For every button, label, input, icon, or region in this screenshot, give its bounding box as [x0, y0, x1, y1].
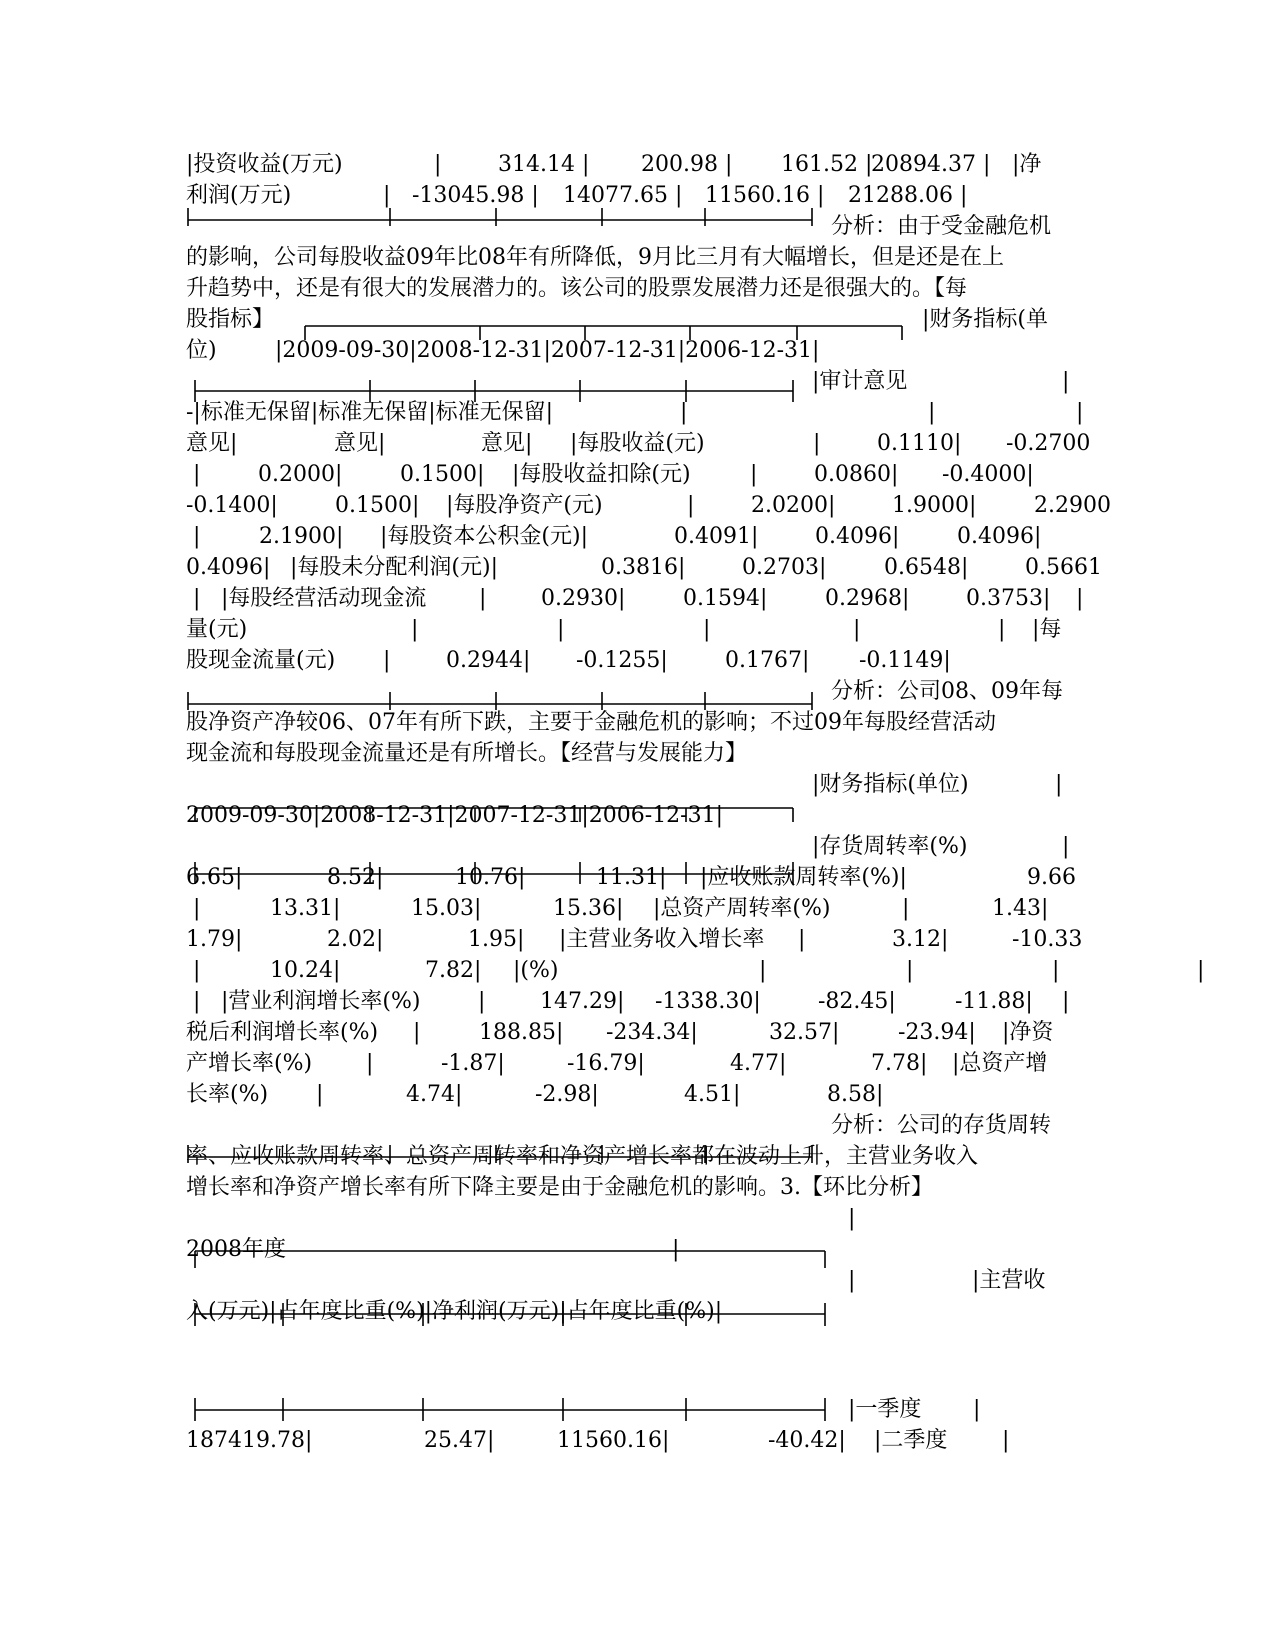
text-line — [0, 213, 1275, 241]
text-line — [0, 616, 1275, 644]
text-segment: 股指标】 — [186, 307, 275, 332]
text-line — [0, 647, 1275, 675]
text-segment: | — [813, 431, 821, 456]
text-line — [0, 1143, 1275, 1171]
text-segment: |每股未分配利润(元)| — [290, 555, 498, 580]
text-segment: | — [1055, 772, 1063, 797]
text-segment: 15.36| — [553, 896, 624, 921]
text-segment: | — [193, 896, 201, 921]
text-segment: | — [759, 958, 767, 983]
text-segment: |每股收益扣除(元) — [512, 462, 691, 487]
text-segment: 11560.16 | — [705, 183, 825, 208]
text-segment: 分析：公司08、09年每 — [831, 679, 1063, 704]
text-segment: -0.1400| — [186, 493, 278, 518]
text-segment: | — [973, 1397, 981, 1422]
text-line — [0, 275, 1275, 303]
text-segment: |财务指标(单 — [922, 307, 1048, 332]
text-line — [0, 1427, 1275, 1455]
text-line — [0, 1112, 1275, 1140]
text-segment: |投资收益(万元) — [186, 152, 343, 177]
text-segment: 1.9000| — [892, 493, 977, 518]
text-segment: -1338.30| — [655, 989, 761, 1014]
text-segment: 0.4091| — [674, 524, 759, 549]
text-segment: 25.47| — [424, 1428, 495, 1453]
text-segment: 升趋势中，还是有很大的发展潜力的。该公司的股票发展潜力还是很强大的。【每 — [186, 276, 968, 301]
text-segment: 20894.37 | — [871, 152, 991, 177]
text-segment: |营业利润增长率(%) — [221, 989, 421, 1014]
text-segment: |(%) — [513, 958, 559, 983]
text-segment: | — [1062, 369, 1070, 394]
text-segment: |主营收 — [972, 1268, 1046, 1293]
text-line — [0, 182, 1275, 210]
text-segment: -82.45| — [818, 989, 896, 1014]
text-segment: |总资产增 — [952, 1051, 1048, 1076]
text-segment: -234.34| — [606, 1020, 698, 1045]
text-segment: 147.29| — [540, 989, 625, 1014]
text-segment: | — [902, 896, 910, 921]
text-segment: | — [193, 524, 201, 549]
text-segment: 0.3753| — [966, 586, 1051, 611]
text-segment: 位) — [186, 338, 217, 363]
text-segment: |每股收益(元) — [570, 431, 705, 456]
text-segment: |应收账款周转率(%)| — [700, 865, 907, 890]
text-segment: | — [478, 989, 486, 1014]
text-segment: |一季度 — [848, 1397, 922, 1422]
text-line — [0, 337, 1275, 365]
text-segment: | — [680, 400, 688, 425]
text-segment: 187419.78| — [186, 1428, 313, 1453]
text-segment: |二季度 — [874, 1428, 948, 1453]
text-segment: | — [750, 462, 758, 487]
text-segment: 11.31| — [596, 865, 667, 890]
text-segment: 的影响，公司每股收益09年比08年有所降低，9月比三月有大幅增长，但是还是在上 — [186, 245, 1004, 270]
text-segment: | — [998, 617, 1006, 642]
text-segment: 分析：公司的存货周转 — [831, 1113, 1052, 1138]
text-line — [0, 802, 1275, 830]
text-segment: | — [848, 1268, 856, 1293]
text-segment: 9.66 — [1027, 865, 1076, 890]
text-segment: | — [848, 1206, 856, 1231]
text-segment: | — [383, 648, 391, 673]
text-line — [0, 461, 1275, 489]
text-segment: |净资 — [1002, 1020, 1054, 1045]
text-segment: 1.43| — [992, 896, 1049, 921]
text-segment: 6.65| — [186, 865, 243, 890]
text-segment: |每股净资产(元) — [446, 493, 603, 518]
text-line — [0, 833, 1275, 861]
text-segment: |2009-09-30|2008-12-31|2007-12-31|2006-12-31| — [275, 338, 820, 363]
text-segment: 0.1767| — [725, 648, 810, 673]
text-segment: -40.42| — [768, 1428, 846, 1453]
text-segment: -0.1255| — [576, 648, 668, 673]
text-segment: 2.1900| — [259, 524, 344, 549]
text-segment: 4.77| — [730, 1051, 787, 1076]
text-line — [0, 306, 1275, 334]
text-segment: 利润(万元) — [186, 183, 292, 208]
text-segment: | — [193, 958, 201, 983]
text-line — [0, 399, 1275, 427]
text-line — [0, 151, 1275, 179]
text-segment: 产增长率(%) — [186, 1051, 313, 1076]
text-segment: 2.02| — [327, 927, 384, 952]
text-segment: 4.74| — [406, 1082, 463, 1107]
text-segment: -23.94| — [898, 1020, 976, 1045]
text-segment: | — [687, 493, 695, 518]
text-segment: -1.87| — [441, 1051, 505, 1076]
text-segment: 0.2930| — [541, 586, 626, 611]
text-line — [0, 1174, 1275, 1202]
text-segment: |主营业务收入增长率 — [559, 927, 765, 952]
text-segment: 0.1500| — [400, 462, 485, 487]
text-segment: 10.76| — [455, 865, 526, 890]
text-segment: 2009-09-30|2008-12-31|2007-12-31|2006-12-31| — [186, 803, 724, 828]
text-segment: | — [1076, 400, 1084, 425]
text-segment: 0.1500| — [335, 493, 420, 518]
text-segment: 意见| — [186, 431, 238, 456]
text-segment: 11560.16| — [557, 1428, 670, 1453]
text-segment: | — [928, 400, 936, 425]
text-segment: |存货周转率(%) — [812, 834, 968, 859]
text-segment: 200.98 | — [641, 152, 733, 177]
text-segment: |财务指标(单位) — [812, 772, 969, 797]
text-segment: | — [1076, 586, 1084, 611]
text-segment: | — [479, 586, 487, 611]
text-line — [0, 678, 1275, 706]
text-segment: 0.2000| — [258, 462, 343, 487]
text-segment: 0.0860| — [814, 462, 899, 487]
text-segment: 0.2968| — [825, 586, 910, 611]
text-segment: | — [1052, 958, 1060, 983]
text-line — [0, 895, 1275, 923]
text-line — [0, 1396, 1275, 1424]
text-segment: 188.85| — [479, 1020, 564, 1045]
text-segment: 0.2944| — [446, 648, 531, 673]
text-segment: 8.52| — [327, 865, 384, 890]
text-line — [0, 740, 1275, 768]
text-segment: 0.4096| — [186, 555, 271, 580]
text-line — [0, 1081, 1275, 1109]
text-segment: 15.03| — [411, 896, 482, 921]
text-segment: 0.4096| — [815, 524, 900, 549]
text-segment: 314.14 | — [498, 152, 590, 177]
text-segment: -10.33 — [1012, 927, 1083, 952]
text-segment: | — [672, 1237, 680, 1262]
text-line — [0, 988, 1275, 1016]
text-segment: 21288.06 | — [848, 183, 968, 208]
text-segment: 现金流和每股现金流量还是有所增长。【经营与发展能力】 — [186, 741, 748, 766]
text-segment: | — [193, 989, 201, 1014]
text-segment: 2.0200| — [751, 493, 836, 518]
text-segment: 4.51| — [684, 1082, 741, 1107]
text-line — [0, 864, 1275, 892]
text-segment: 0.6548| — [884, 555, 969, 580]
text-segment: 13.31| — [270, 896, 341, 921]
text-segment: 32.57| — [769, 1020, 840, 1045]
text-line — [0, 368, 1275, 396]
text-line — [0, 771, 1275, 799]
text-segment: | — [853, 617, 861, 642]
text-segment: | — [1197, 958, 1205, 983]
text-line — [0, 1236, 1275, 1264]
text-line — [0, 523, 1275, 551]
text-segment: 2.2900 — [1034, 493, 1111, 518]
text-segment: | — [1002, 1428, 1010, 1453]
text-segment: 分析：由于受金融危机 — [831, 214, 1052, 239]
text-segment: | — [703, 617, 711, 642]
text-segment: | — [1062, 834, 1070, 859]
text-segment: 增长率和净资产增长率有所下降主要是由于金融危机的影响。3.【环比分析】 — [186, 1175, 933, 1200]
text-segment: 股净资产净较06、07年有所下跌，主要于金融危机的影响；不过09年每股经营活动 — [186, 710, 996, 735]
text-segment: 意见| — [481, 431, 533, 456]
text-segment: 0.1110| — [877, 431, 962, 456]
text-segment: 3.12| — [892, 927, 949, 952]
text-segment: -0.1149| — [859, 648, 951, 673]
text-segment: | — [383, 183, 391, 208]
text-segment: | — [434, 152, 442, 177]
text-segment: 长率(%) — [186, 1082, 269, 1107]
text-line — [0, 492, 1275, 520]
text-segment: |每股经营活动现金流 — [221, 586, 427, 611]
text-segment: 股现金流量(元) — [186, 648, 336, 673]
text-segment: | — [316, 1082, 324, 1107]
text-segment: 税后利润增长率(%) — [186, 1020, 379, 1045]
text-segment: | — [193, 586, 201, 611]
text-line — [0, 585, 1275, 613]
text-line — [0, 244, 1275, 272]
text-segment: 量(元) — [186, 617, 248, 642]
text-segment: | — [411, 617, 419, 642]
text-segment: | — [906, 958, 914, 983]
text-segment: | — [1062, 989, 1070, 1014]
text-segment: 161.52 | — [781, 152, 873, 177]
text-segment: -11.88| — [955, 989, 1033, 1014]
text-line — [0, 1205, 1275, 1233]
text-segment: |总资产周转率(%) — [653, 896, 831, 921]
text-segment: -2.98| — [535, 1082, 599, 1107]
text-segment: -16.79| — [567, 1051, 645, 1076]
text-segment: 1.79| — [186, 927, 243, 952]
text-line — [0, 554, 1275, 582]
text-segment: | — [366, 1051, 374, 1076]
text-segment: 10.24| — [270, 958, 341, 983]
text-segment: 0.1594| — [683, 586, 768, 611]
text-segment: -0.2700 — [1006, 431, 1091, 456]
text-segment: 0.3816| — [601, 555, 686, 580]
text-segment: -|标准无保留|标准无保留|标准无保留| — [186, 400, 554, 425]
text-segment: 0.4096| — [957, 524, 1042, 549]
text-segment: 8.58| — [827, 1082, 884, 1107]
text-segment: 0.5661 — [1025, 555, 1102, 580]
text-line — [0, 709, 1275, 737]
text-segment: 0.2703| — [742, 555, 827, 580]
text-segment: | — [557, 617, 565, 642]
text-segment: -13045.98 | — [412, 183, 539, 208]
text-line — [0, 1050, 1275, 1078]
text-segment: 2008年度 — [186, 1237, 286, 1262]
text-segment: |每 — [1032, 617, 1062, 642]
text-line — [0, 1019, 1275, 1047]
text-segment: 7.78| — [871, 1051, 928, 1076]
text-segment: 意见| — [334, 431, 386, 456]
text-segment: 7.82| — [425, 958, 482, 983]
text-line — [0, 926, 1275, 954]
text-segment: -0.4000| — [942, 462, 1034, 487]
text-segment: |审计意见 — [812, 369, 908, 394]
text-segment: | — [413, 1020, 421, 1045]
text-segment: | — [798, 927, 806, 952]
text-line — [0, 430, 1275, 458]
text-segment: 14077.65 | — [563, 183, 683, 208]
text-segment: 率、应收账款周转率、总资产周转率和净资产增长率都在波动上升，主营业务收入 — [186, 1144, 979, 1169]
text-segment: |每股资本公积金(元)| — [380, 524, 588, 549]
text-line — [0, 957, 1275, 985]
text-line — [0, 1298, 1275, 1326]
text-segment: | — [193, 462, 201, 487]
text-segment: 1.95| — [468, 927, 525, 952]
text-line — [0, 1267, 1275, 1295]
text-segment: 入(万元)|占年度比重(%)|净利润(万元)|占年度比重(%)| — [186, 1299, 723, 1324]
text-segment: |净 — [1012, 152, 1042, 177]
